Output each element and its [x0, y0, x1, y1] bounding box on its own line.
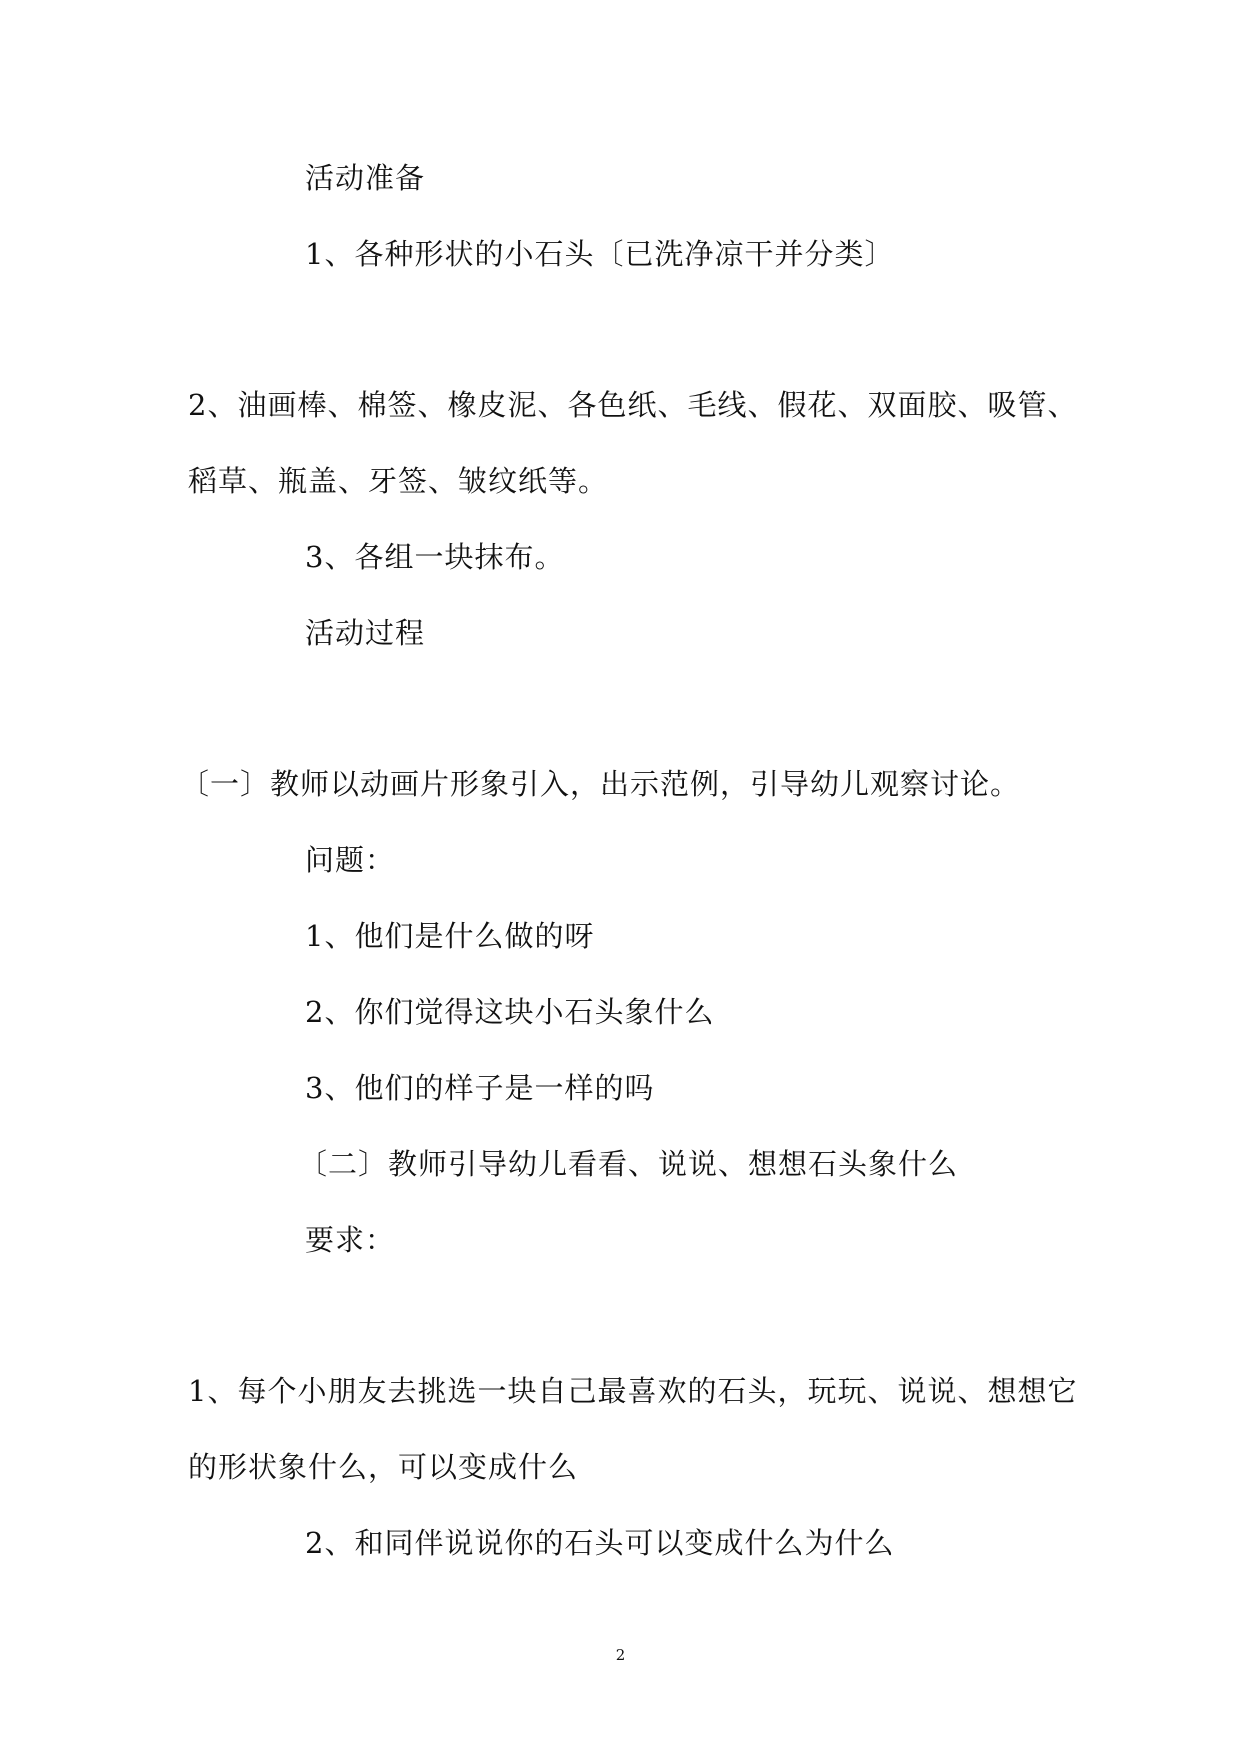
paragraph-line: 1、他们是什么做的呀	[305, 919, 595, 953]
paragraph-line: 3、他们的样子是一样的吗	[305, 1071, 655, 1105]
subsection-heading: 〔二〕教师引导幼儿看看、说说、想想石头象什么	[298, 1147, 959, 1181]
paragraph-line: 2、油画棒、棉签、橡皮泥、各色纸、毛线、假花、双面胶、吸管、	[188, 388, 1078, 422]
paragraph-line: 3、各组一块抹布。	[305, 540, 565, 574]
paragraph-line: 2、和同伴说说你的石头可以变成什么为什么	[305, 1526, 895, 1560]
page-number: 2	[615, 1646, 626, 1664]
section-heading-preparation: 活动准备	[305, 161, 426, 195]
section-heading-process: 活动过程	[305, 616, 426, 650]
paragraph-line: 稻草、瓶盖、牙签、皱纹纸等。	[188, 464, 609, 498]
paragraph-line: 的形状象什么，可以变成什么	[188, 1450, 579, 1484]
paragraph-line: 问题：	[305, 843, 396, 877]
paragraph-line: 1、每个小朋友去挑选一块自己最喜欢的石头，玩玩、说说、想想它	[188, 1374, 1078, 1408]
paragraph-line: 1、各种形状的小石头〔已洗净凉干并分类〕	[305, 237, 895, 271]
subsection-heading: 〔一〕教师以动画片形象引入，出示范例，引导幼儿观察讨论。	[180, 767, 1021, 801]
paragraph-line: 要求：	[305, 1223, 396, 1257]
paragraph-line: 2、你们觉得这块小石头象什么	[305, 995, 715, 1029]
